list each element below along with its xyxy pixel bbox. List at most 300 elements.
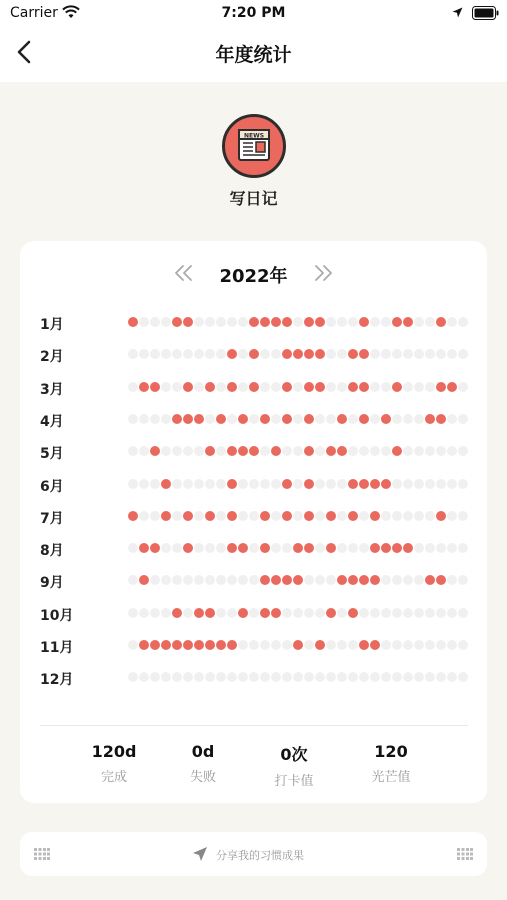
day-dot-done xyxy=(183,414,193,424)
month-day-dots xyxy=(127,381,469,393)
day-dot-empty xyxy=(304,672,314,682)
day-dot-empty xyxy=(337,317,347,327)
day-dot-empty xyxy=(458,640,468,650)
day-dot-empty xyxy=(183,479,193,489)
day-dot-done xyxy=(172,608,182,618)
day-dot-done xyxy=(172,317,182,327)
day-dot-empty xyxy=(414,382,424,392)
day-dot-empty xyxy=(293,446,303,456)
day-dot-empty xyxy=(260,446,270,456)
month-label: 3月 xyxy=(40,381,64,398)
day-dot-empty xyxy=(128,446,138,456)
day-dot-empty xyxy=(381,575,391,585)
day-dot-done xyxy=(238,414,248,424)
day-dot-empty xyxy=(392,479,402,489)
share-button[interactable] xyxy=(20,832,487,876)
day-dot-done xyxy=(260,511,270,521)
month-day-dots xyxy=(127,542,469,554)
day-dot-empty xyxy=(392,608,402,618)
day-dot-done xyxy=(436,575,446,585)
day-dot-done xyxy=(205,608,215,618)
day-dot-empty xyxy=(326,349,336,359)
day-dot-done xyxy=(348,479,358,489)
day-dot-empty xyxy=(403,446,413,456)
day-dot-empty xyxy=(216,543,226,553)
day-dot-empty xyxy=(150,511,160,521)
day-dot-empty xyxy=(194,672,204,682)
day-dot-empty xyxy=(183,608,193,618)
day-dot-done xyxy=(183,640,193,650)
day-dot-empty xyxy=(403,511,413,521)
day-dot-empty xyxy=(414,511,424,521)
day-dot-empty xyxy=(293,672,303,682)
day-dot-empty xyxy=(128,640,138,650)
day-dot-empty xyxy=(238,640,248,650)
month-day-dots xyxy=(127,574,469,586)
battery-icon xyxy=(472,6,499,20)
day-dot-empty xyxy=(370,382,380,392)
stat-label: 光芒值 xyxy=(371,770,411,785)
day-dot-empty xyxy=(249,575,259,585)
day-dot-empty xyxy=(447,446,457,456)
day-dot-empty xyxy=(260,349,270,359)
day-dot-empty xyxy=(238,317,248,327)
day-dot-empty xyxy=(392,672,402,682)
day-dot-empty xyxy=(172,349,182,359)
day-dot-done xyxy=(161,511,171,521)
day-dot-empty xyxy=(337,608,347,618)
day-dot-done xyxy=(271,446,281,456)
day-dot-empty xyxy=(447,414,457,424)
day-dot-done xyxy=(172,414,182,424)
day-dot-empty xyxy=(205,479,215,489)
day-dot-empty xyxy=(315,608,325,618)
day-dot-empty xyxy=(447,543,457,553)
day-dot-empty xyxy=(150,575,160,585)
day-dot-done xyxy=(326,511,336,521)
day-dot-empty xyxy=(381,640,391,650)
day-dot-done xyxy=(403,543,413,553)
day-dot-done xyxy=(359,382,369,392)
day-dot-done xyxy=(128,317,138,327)
day-dot-empty xyxy=(216,382,226,392)
month-day-dots xyxy=(127,639,469,651)
day-dot-empty xyxy=(282,608,292,618)
day-dot-empty xyxy=(282,672,292,682)
day-dot-done xyxy=(183,511,193,521)
day-dot-empty xyxy=(392,575,402,585)
day-dot-done xyxy=(227,382,237,392)
day-dot-empty xyxy=(194,575,204,585)
day-dot-done xyxy=(205,511,215,521)
day-dot-empty xyxy=(436,479,446,489)
day-dot-empty xyxy=(425,479,435,489)
day-dot-empty xyxy=(216,317,226,327)
day-dot-empty xyxy=(414,608,424,618)
day-dot-empty xyxy=(238,672,248,682)
day-dot-empty xyxy=(458,575,468,585)
day-dot-empty xyxy=(447,479,457,489)
day-dot-empty xyxy=(414,317,424,327)
day-dot-empty xyxy=(282,446,292,456)
day-dot-empty xyxy=(425,511,435,521)
day-dot-empty xyxy=(370,608,380,618)
day-dot-empty xyxy=(183,446,193,456)
grip-dots-icon xyxy=(457,848,473,860)
day-dot-done xyxy=(359,640,369,650)
month-label: 5月 xyxy=(40,446,64,463)
day-dot-empty xyxy=(150,479,160,489)
day-dot-empty xyxy=(238,511,248,521)
day-dot-done xyxy=(436,382,446,392)
day-dot-empty xyxy=(139,317,149,327)
day-dot-done xyxy=(370,479,380,489)
day-dot-done xyxy=(161,479,171,489)
day-dot-done xyxy=(271,608,281,618)
day-dot-done xyxy=(381,414,391,424)
day-dot-empty xyxy=(194,382,204,392)
day-dot-done xyxy=(348,575,358,585)
day-dot-empty xyxy=(161,575,171,585)
day-dot-empty xyxy=(315,575,325,585)
day-dot-done xyxy=(172,640,182,650)
day-dot-empty xyxy=(227,414,237,424)
month-day-dots xyxy=(127,316,469,328)
day-dot-done xyxy=(381,479,391,489)
day-dot-empty xyxy=(381,608,391,618)
day-dot-empty xyxy=(216,672,226,682)
day-dot-empty xyxy=(425,349,435,359)
day-dot-empty xyxy=(227,608,237,618)
day-dot-done xyxy=(282,349,292,359)
day-dot-empty xyxy=(150,349,160,359)
day-dot-empty xyxy=(326,575,336,585)
day-dot-done xyxy=(216,640,226,650)
day-dot-done xyxy=(227,511,237,521)
day-dot-empty xyxy=(249,511,259,521)
day-dot-done xyxy=(304,479,314,489)
day-dot-empty xyxy=(172,543,182,553)
month-label: 8月 xyxy=(40,543,64,560)
stat-failed xyxy=(163,742,243,785)
day-dot-empty xyxy=(260,672,270,682)
day-dot-empty xyxy=(249,640,259,650)
day-dot-done xyxy=(315,349,325,359)
day-dot-empty xyxy=(458,414,468,424)
day-dot-empty xyxy=(183,672,193,682)
day-dot-done xyxy=(194,608,204,618)
day-dot-empty xyxy=(150,414,160,424)
day-dot-empty xyxy=(392,511,402,521)
day-dot-done xyxy=(249,317,259,327)
day-dot-done xyxy=(436,511,446,521)
day-dot-done xyxy=(370,543,380,553)
day-dot-empty xyxy=(403,479,413,489)
day-dot-empty xyxy=(370,317,380,327)
day-dot-done xyxy=(304,414,314,424)
carrier-label: Carrier xyxy=(10,5,58,21)
day-dot-done xyxy=(249,446,259,456)
double-chevron-right-icon[interactable] xyxy=(311,264,335,282)
day-dot-done xyxy=(271,317,281,327)
day-dot-empty xyxy=(381,511,391,521)
day-dot-empty xyxy=(359,608,369,618)
day-dot-done xyxy=(260,543,270,553)
day-dot-empty xyxy=(414,672,424,682)
month-day-dots xyxy=(127,607,469,619)
day-dot-done xyxy=(282,575,292,585)
day-dot-done xyxy=(205,382,215,392)
day-dot-empty xyxy=(381,317,391,327)
day-dot-empty xyxy=(194,511,204,521)
day-dot-done xyxy=(293,640,303,650)
day-dot-empty xyxy=(293,479,303,489)
day-dot-done xyxy=(238,543,248,553)
day-dot-empty xyxy=(293,608,303,618)
month-label: 9月 xyxy=(40,575,64,592)
day-dot-empty xyxy=(326,414,336,424)
day-dot-empty xyxy=(315,543,325,553)
day-dot-done xyxy=(282,414,292,424)
day-dot-empty xyxy=(359,446,369,456)
day-dot-empty xyxy=(458,608,468,618)
day-dot-done xyxy=(304,382,314,392)
day-dot-empty xyxy=(271,414,281,424)
day-dot-done xyxy=(282,479,292,489)
day-dot-empty xyxy=(425,640,435,650)
day-dot-done xyxy=(315,317,325,327)
day-dot-empty xyxy=(436,640,446,650)
day-dot-empty xyxy=(436,349,446,359)
day-dot-done xyxy=(205,446,215,456)
stat-completed xyxy=(74,742,154,785)
day-dot-done xyxy=(150,640,160,650)
day-dot-empty xyxy=(161,317,171,327)
page-title: 年度统计 xyxy=(215,44,292,66)
day-dot-done xyxy=(271,575,281,585)
day-dot-empty xyxy=(194,317,204,327)
day-dot-empty xyxy=(216,575,226,585)
day-dot-empty xyxy=(128,672,138,682)
day-dot-empty xyxy=(348,317,358,327)
day-dot-empty xyxy=(326,317,336,327)
day-dot-done xyxy=(260,608,270,618)
day-dot-done xyxy=(183,382,193,392)
day-dot-empty xyxy=(348,672,358,682)
day-dot-empty xyxy=(436,608,446,618)
day-dot-empty xyxy=(458,672,468,682)
day-dot-empty xyxy=(172,672,182,682)
day-dot-empty xyxy=(414,543,424,553)
day-dot-empty xyxy=(447,511,457,521)
day-dot-done xyxy=(227,446,237,456)
day-dot-empty xyxy=(227,672,237,682)
day-dot-done xyxy=(392,317,402,327)
stat-value: 0次 xyxy=(280,745,308,764)
day-dot-empty xyxy=(348,414,358,424)
day-dot-empty xyxy=(249,479,259,489)
newspaper-icon xyxy=(222,114,286,178)
day-dot-empty xyxy=(414,446,424,456)
habit-name: 写日记 xyxy=(229,189,278,208)
month-day-dots xyxy=(127,671,469,683)
day-dot-empty xyxy=(161,414,171,424)
day-dot-empty xyxy=(271,672,281,682)
day-dot-done xyxy=(425,575,435,585)
day-dot-empty xyxy=(359,672,369,682)
day-dot-done xyxy=(238,608,248,618)
month-day-dots xyxy=(127,413,469,425)
day-dot-empty xyxy=(172,382,182,392)
day-dot-empty xyxy=(150,608,160,618)
day-dot-empty xyxy=(227,575,237,585)
day-dot-empty xyxy=(293,511,303,521)
day-dot-empty xyxy=(326,640,336,650)
month-label: 6月 xyxy=(40,478,64,495)
day-dot-done xyxy=(359,349,369,359)
day-dot-empty xyxy=(139,414,149,424)
day-dot-empty xyxy=(139,672,149,682)
day-dot-done xyxy=(359,479,369,489)
day-dot-done xyxy=(227,543,237,553)
day-dot-empty xyxy=(425,543,435,553)
day-dot-empty xyxy=(337,382,347,392)
day-dot-done xyxy=(392,543,402,553)
day-dot-done xyxy=(128,511,138,521)
day-dot-empty xyxy=(403,672,413,682)
month-day-dots xyxy=(127,348,469,360)
day-dot-empty xyxy=(139,608,149,618)
day-dot-empty xyxy=(337,543,347,553)
share-label: 分享我的习惯成果 xyxy=(216,849,304,862)
day-dot-done xyxy=(326,608,336,618)
day-dot-done xyxy=(139,382,149,392)
day-dot-empty xyxy=(381,672,391,682)
day-dot-empty xyxy=(249,543,259,553)
day-dot-done xyxy=(260,575,270,585)
day-dot-empty xyxy=(326,672,336,682)
day-dot-empty xyxy=(458,349,468,359)
day-dot-empty xyxy=(458,479,468,489)
day-dot-done xyxy=(150,382,160,392)
day-dot-empty xyxy=(161,608,171,618)
day-dot-empty xyxy=(458,317,468,327)
day-dot-empty xyxy=(161,672,171,682)
day-dot-empty xyxy=(392,414,402,424)
day-dot-done xyxy=(359,414,369,424)
day-dot-empty xyxy=(293,317,303,327)
day-dot-empty xyxy=(414,414,424,424)
day-dot-empty xyxy=(271,349,281,359)
day-dot-empty xyxy=(315,446,325,456)
grip-dots-icon xyxy=(34,848,50,860)
day-dot-empty xyxy=(370,446,380,456)
day-dot-empty xyxy=(205,543,215,553)
day-dot-empty xyxy=(172,575,182,585)
day-dot-empty xyxy=(194,479,204,489)
day-dot-done xyxy=(260,414,270,424)
send-arrow-icon xyxy=(192,846,208,862)
day-dot-done xyxy=(238,446,248,456)
stat-value: 120 xyxy=(374,742,408,761)
day-dot-empty xyxy=(337,479,347,489)
day-dot-empty xyxy=(249,672,259,682)
day-dot-done xyxy=(381,543,391,553)
day-dot-empty xyxy=(128,479,138,489)
day-dot-done xyxy=(370,511,380,521)
day-dot-empty xyxy=(172,511,182,521)
day-dot-done xyxy=(139,575,149,585)
day-dot-empty xyxy=(271,382,281,392)
day-dot-empty xyxy=(161,543,171,553)
day-dot-empty xyxy=(260,382,270,392)
stat-value: 120d xyxy=(91,742,137,761)
day-dot-done xyxy=(304,511,314,521)
day-dot-done xyxy=(293,349,303,359)
day-dot-empty xyxy=(337,640,347,650)
day-dot-empty xyxy=(161,446,171,456)
month-label: 11月 xyxy=(40,640,74,656)
day-dot-done xyxy=(326,543,336,553)
day-dot-empty xyxy=(260,479,270,489)
day-dot-empty xyxy=(315,414,325,424)
day-dot-empty xyxy=(227,317,237,327)
day-dot-empty xyxy=(414,479,424,489)
day-dot-empty xyxy=(425,672,435,682)
day-dot-empty xyxy=(370,672,380,682)
day-dot-done xyxy=(370,640,380,650)
day-dot-done xyxy=(326,446,336,456)
day-dot-done xyxy=(183,317,193,327)
month-label: 10月 xyxy=(40,607,74,624)
day-dot-done xyxy=(282,511,292,521)
day-dot-done xyxy=(227,640,237,650)
month-label: 1月 xyxy=(40,317,64,333)
day-dot-empty xyxy=(337,511,347,521)
day-dot-empty xyxy=(271,511,281,521)
stat-checkin xyxy=(254,742,334,789)
day-dot-done xyxy=(425,414,435,424)
day-dot-empty xyxy=(370,349,380,359)
day-dot-empty xyxy=(436,446,446,456)
day-dot-empty xyxy=(425,382,435,392)
day-dot-done xyxy=(370,575,380,585)
month-day-dots xyxy=(127,478,469,490)
day-dot-empty xyxy=(271,543,281,553)
day-dot-done xyxy=(315,640,325,650)
day-dot-empty xyxy=(194,543,204,553)
day-dot-empty xyxy=(205,672,215,682)
day-dot-empty xyxy=(326,479,336,489)
day-dot-empty xyxy=(238,575,248,585)
day-dot-empty xyxy=(205,414,215,424)
day-dot-empty xyxy=(128,349,138,359)
year-label: 2022年 xyxy=(219,266,288,287)
day-dot-empty xyxy=(172,479,182,489)
day-dot-done xyxy=(337,575,347,585)
month-label: 7月 xyxy=(40,510,64,527)
day-dot-done xyxy=(447,382,457,392)
day-dot-empty xyxy=(337,672,347,682)
day-dot-empty xyxy=(194,446,204,456)
day-dot-empty xyxy=(128,543,138,553)
day-dot-empty xyxy=(293,414,303,424)
day-dot-done xyxy=(304,446,314,456)
month-label: 4月 xyxy=(40,413,64,430)
day-dot-done xyxy=(392,446,402,456)
day-dot-done xyxy=(304,349,314,359)
day-dot-empty xyxy=(381,446,391,456)
